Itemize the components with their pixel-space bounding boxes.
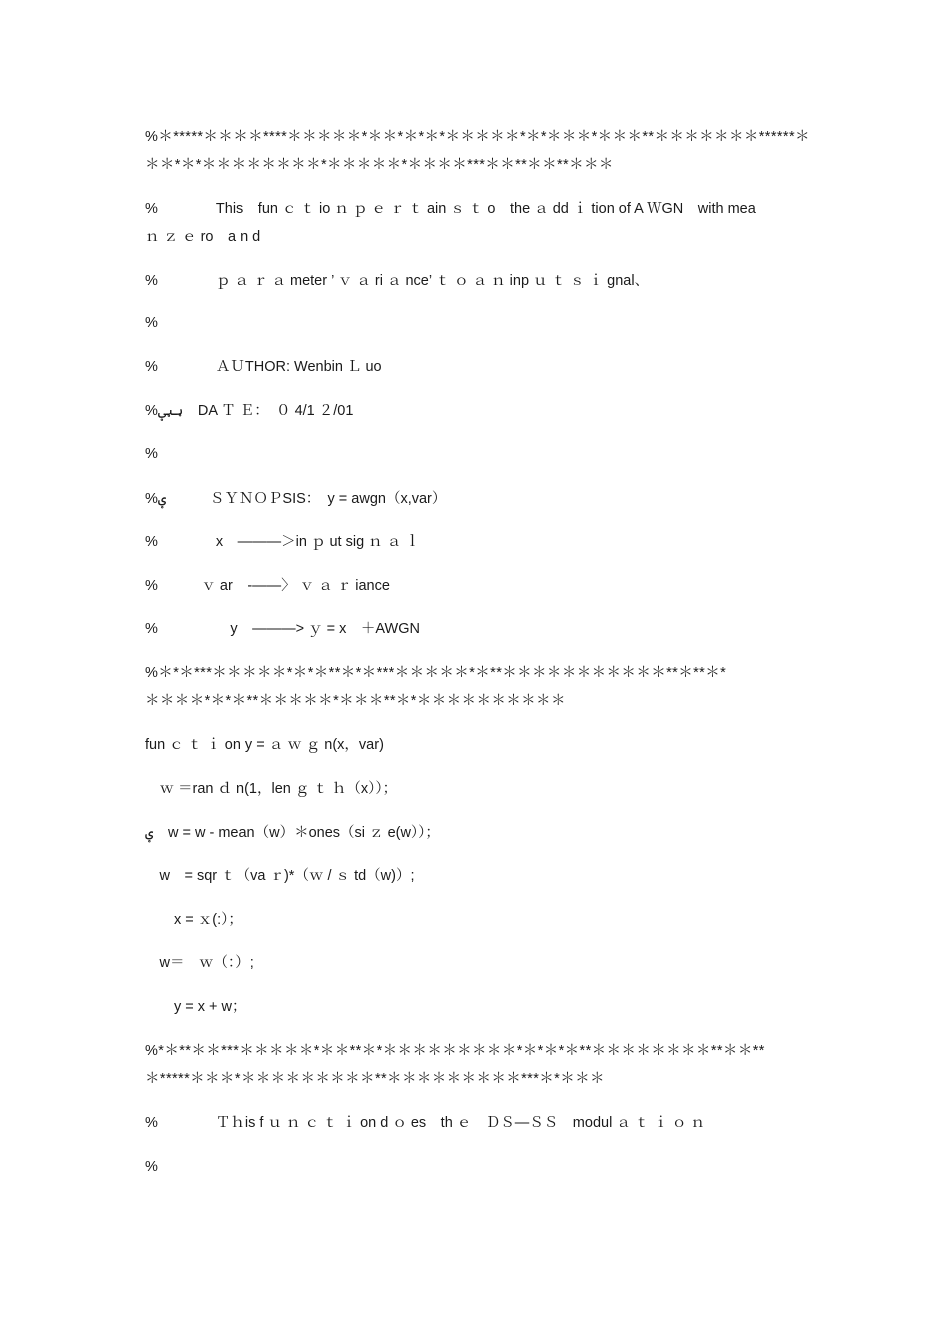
comment-border-line: %*＊**＊＊***＊＊＊＊＊*＊＊**＊*＊＊＊＊＊＊＊＊＊*＊*＊*＊**＊＊＊＊＊＊＊＊**＊＊** — [145, 1043, 765, 1059]
param-line: % y ———> ｙ = x ＋AWGN — [145, 621, 420, 637]
synopsis-line: %ؠ ＳＹＮＯＰSIS： y = awgn（x,var） — [145, 491, 447, 507]
description-line: % This fun ｃ ｔ io ｎ ｐ ｅ ｒ ｔ ain ｓ ｔ o the ａ dd ｉ tion of A ＷGN with mea — [145, 201, 756, 217]
code-line: w = sqr ｔ（va ｒ)*（ｗ / ｓ td（w)）; — [145, 868, 415, 884]
comment-border-line: %＊*****＊＊＊＊****＊＊＊＊＊*＊＊*＊*＊*＊＊＊＊＊*＊*＊＊＊*＊＊＊**＊＊＊＊＊＊＊******＊ — [145, 129, 810, 145]
param-line: % x ———＞in ｐ ut sig ｎ ａ ｌ — [145, 534, 420, 550]
comment-border-line: ＊*****＊＊＊*＊＊＊＊＊＊＊＊＊**＊＊＊＊＊＊＊＊＊***＊*＊＊＊ — [145, 1071, 605, 1087]
description-line: ｎ ｚ ｅ ro a n d — [145, 229, 261, 245]
code-line: ؠ w = w - mean（w）＊ones（si ｚ e(w））； — [145, 825, 440, 841]
description-line: % ｐ ａ ｒ ａ meter ’ ｖ ａ ri ａ nce’ ｔ ｏ ａ ｎ inp ｕ ｔ ｓ ｉ gnal、 — [145, 273, 650, 289]
author-line: % ＡＵTHOR: Wenbin Ｌ uo — [145, 359, 382, 375]
code-line: x = ｘ(:）； — [145, 912, 243, 928]
comment-line: % — [145, 446, 158, 462]
code-line: y = x + w； — [145, 999, 247, 1015]
date-line: %ؠؠؠ DA Ｔ Ｅ： ０ 4/1 ２/01 — [145, 403, 354, 419]
param-line: % ｖ ar -——〉 ｖ ａ ｒ iance — [145, 578, 390, 594]
comment-border-line: %＊*＊***＊＊＊＊＊*＊*＊**＊*＊***＊＊＊＊＊*＊**＊＊＊＊＊＊＊＊＊＊＊**＊**＊* — [145, 665, 727, 681]
code-line: w＝ ｗ（：）; — [145, 955, 254, 971]
comment-border-line: ＊＊＊＊*＊*＊**＊＊＊＊＊*＊＊＊**＊*＊＊＊＊＊＊＊＊＊＊ — [145, 693, 566, 709]
comment-line: % — [145, 1159, 158, 1175]
description-line: % Ｔｈis f ｕ ｎ ｃ ｔ ｉ on d ｏ es th ｅ ＤＳ—ＳＳ modul ａ ｔ ｉ ｏ ｎ — [145, 1115, 705, 1131]
code-line: ｗ ＝ran ｄ n(1，len ｇ ｔ ｈ（x））； — [145, 781, 398, 797]
comment-border-line: ＊＊*＊*＊＊＊＊＊＊＊＊*＊＊＊＊＊*＊＊＊＊***＊＊**＊＊**＊＊＊ — [145, 157, 614, 173]
code-line: fun ｃ ｔ ｉ on y = ａ ｗ ｇ n(x，var) — [145, 737, 384, 753]
comment-line: % — [145, 315, 158, 331]
